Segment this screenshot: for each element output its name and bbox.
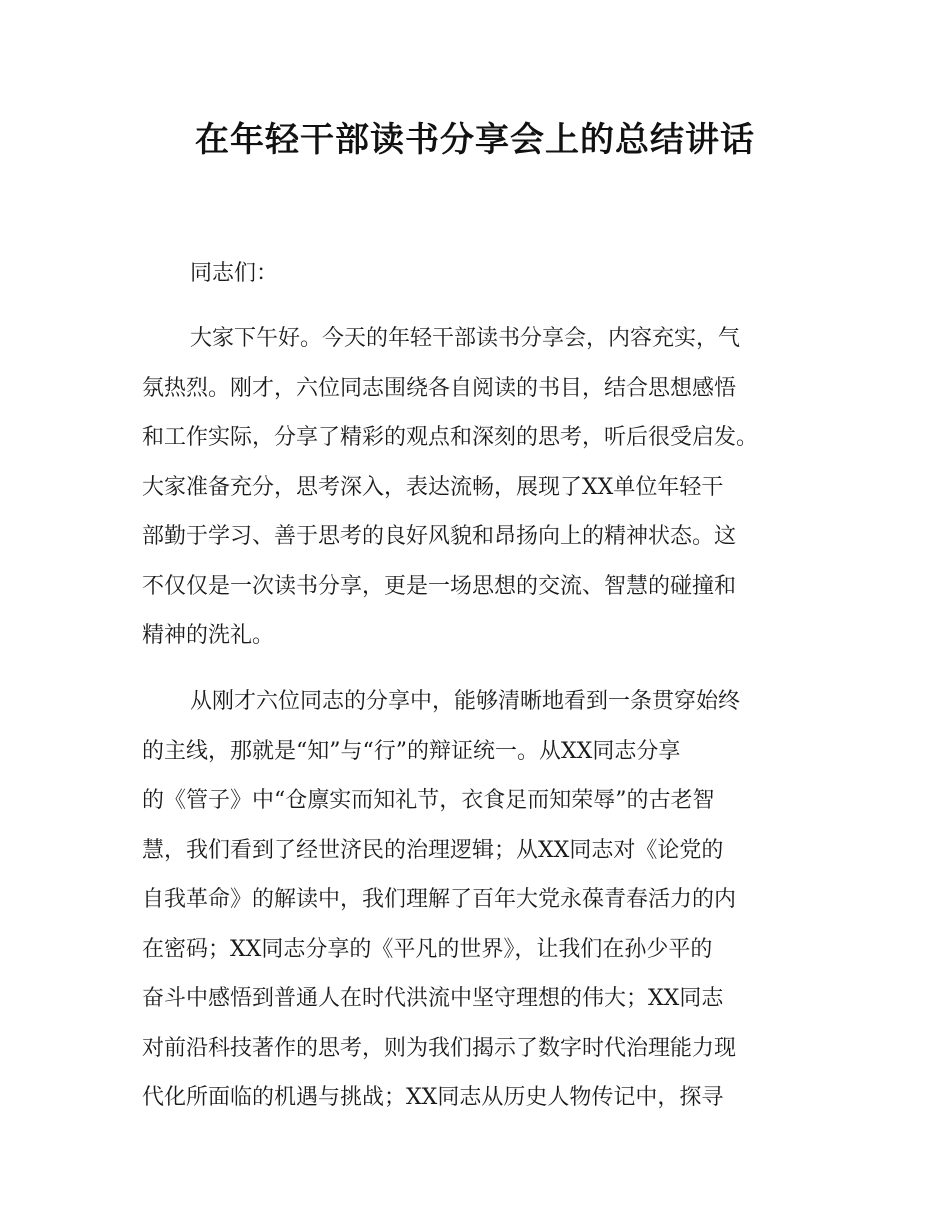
text-line: 不仅仅是一次读书分享，更是一场思想的交流、智慧的碰撞和 (142, 573, 737, 599)
text-line: 代化所面临的机遇与挑战；XX同志从历史人物传记中，探寻 (142, 1085, 724, 1110)
document-title: 在年轻干部读书分享会上的总结讲话 (195, 120, 755, 160)
text-line: 和工作实际，分享了精彩的观点和深刻的思考，听后很受启发。 (142, 425, 759, 450)
text-line: 从刚才六位同志的分享中，能够清晰地看到一条贯穿始终 (190, 689, 741, 714)
text-line: 部勤于学习、善于思考的良好风貌和昂扬向上的精神状态。这 (142, 524, 737, 549)
text-line: 的《管子》中“仓廪实而知礼节，衣食足而知荣辱”的古老智 (142, 788, 715, 813)
text-line: 在密码；XX同志分享的《平凡的世界》，让我们在孙少平的 (142, 936, 713, 962)
text-line: 的主线，那就是“知”与“行”的辩证统一。从XX同志分享 (142, 738, 681, 764)
text-line: 精神的洗礼。 (142, 623, 275, 648)
text-line: 自我革命》的解读中，我们理解了百年大党永葆青春活力的内 (142, 887, 737, 912)
text-line: 大家准备充分，思考深入，表达流畅，展现了XX单位年轻干 (142, 474, 724, 500)
paragraph-2 (142, 677, 822, 1123)
paragraph-1 (142, 314, 822, 661)
text-line: 奋斗中感悟到普通人在时代洪流中坚守理想的伟大；XX同志 (142, 986, 724, 1011)
text-line: 大家下午好。今天的年轻干部读书分享会，内容充实，气 (190, 326, 741, 351)
text-line: 慧，我们看到了经世济民的治理逻辑；从XX同志对《论党的 (142, 837, 724, 863)
text-line: 对前沿科技著作的思考，则为我们揭示了数字时代治理能力现 (142, 1035, 737, 1061)
text-line: 氛热烈。刚才，六位同志围绕各自阅读的书目，结合思想感悟 (142, 375, 737, 401)
salutation: 同志们： (190, 261, 279, 286)
